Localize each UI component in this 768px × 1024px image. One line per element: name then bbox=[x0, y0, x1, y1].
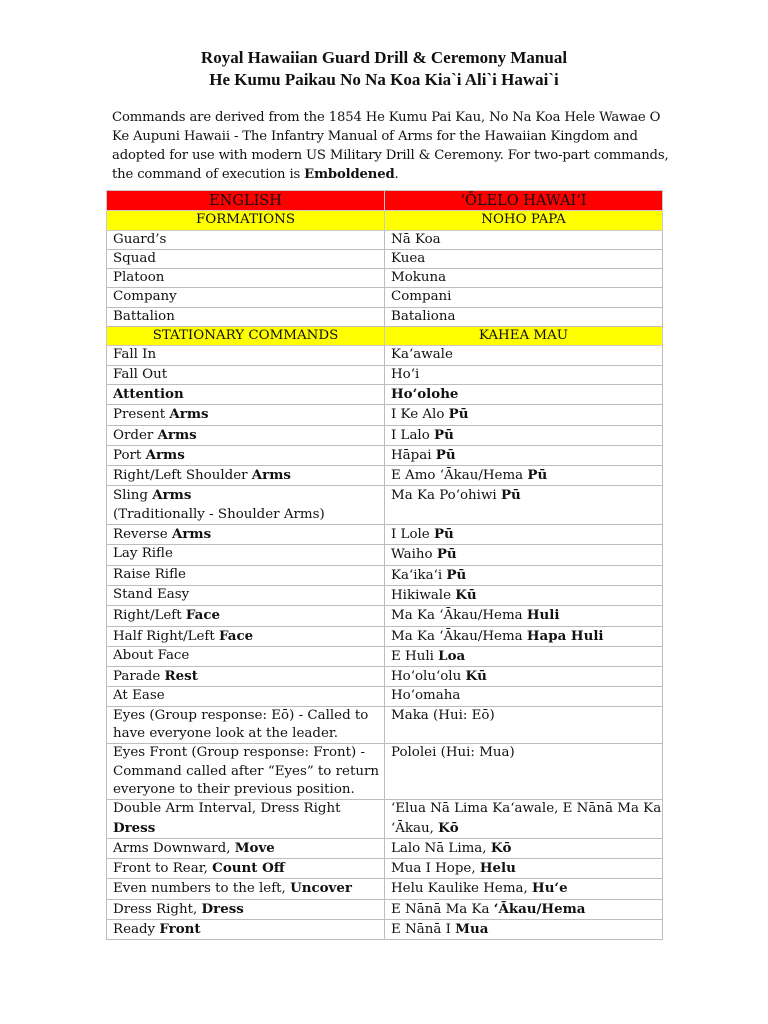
command-execution-word: ʻĀkau/Hema bbox=[493, 900, 586, 917]
command-execution-word: Dress bbox=[113, 819, 156, 836]
command-text: Double Arm Interval, Dress Right bbox=[113, 801, 341, 817]
hawaiian-command-cell bbox=[385, 585, 663, 605]
table-row bbox=[107, 646, 663, 666]
english-command-cell bbox=[107, 800, 385, 839]
english-command-cell bbox=[107, 838, 385, 858]
section-header-row bbox=[107, 211, 663, 230]
command-text: Ready bbox=[113, 921, 160, 937]
hawaiian-command-cell bbox=[385, 249, 663, 268]
section-header-row bbox=[107, 327, 663, 346]
english-command-cell bbox=[107, 249, 385, 268]
hawaiian-command-cell bbox=[385, 606, 663, 626]
section-header-english: STATIONARY COMMANDS bbox=[107, 327, 385, 346]
command-text: Nā Koa bbox=[391, 231, 441, 247]
table-row bbox=[107, 249, 663, 268]
hawaiian-command-cell bbox=[385, 384, 663, 404]
table-row bbox=[107, 365, 663, 384]
command-execution-word: Face bbox=[219, 627, 254, 644]
table-row bbox=[107, 486, 663, 525]
command-table-body bbox=[107, 191, 663, 940]
command-text: Order bbox=[113, 427, 158, 443]
english-command-cell bbox=[107, 307, 385, 326]
command-text: Even numbers to the left, bbox=[113, 881, 291, 897]
section-header-hawaiian: KAHEA MAU bbox=[385, 327, 663, 346]
hawaiian-command-cell bbox=[385, 346, 663, 365]
table-row bbox=[107, 899, 663, 919]
intro-end: . bbox=[394, 167, 399, 182]
hawaiian-command-cell bbox=[385, 466, 663, 486]
command-text: Squad bbox=[113, 250, 156, 266]
command-text: Hāpai bbox=[391, 447, 436, 463]
table-row bbox=[107, 800, 663, 839]
command-execution-word: Kū bbox=[465, 668, 487, 685]
command-text: Battalion bbox=[113, 308, 175, 324]
command-text: Eyes (Group response: Eō) - Called to have everyone look at the leader. bbox=[113, 707, 369, 742]
intro-bold-word: Emboldened bbox=[304, 167, 395, 182]
table-row bbox=[107, 466, 663, 486]
command-text: Hoʻi bbox=[391, 366, 420, 382]
table-row bbox=[107, 545, 663, 565]
english-command-cell bbox=[107, 879, 385, 899]
command-text: Eyes Front (Group response: Front) - Command called after “Eyes” to return everyone to their previous position. bbox=[113, 745, 379, 797]
command-text: Compani bbox=[391, 289, 452, 305]
hawaiian-command-cell bbox=[385, 288, 663, 307]
hawaiian-command-cell bbox=[385, 859, 663, 879]
command-execution-word: Face bbox=[185, 607, 220, 624]
command-execution-word: Uncover bbox=[290, 880, 352, 897]
command-execution-word: Move bbox=[234, 839, 275, 856]
command-text: Half Right/Left bbox=[113, 628, 220, 644]
command-text: About Face bbox=[113, 647, 190, 663]
english-command-cell bbox=[107, 486, 385, 525]
command-table bbox=[106, 190, 663, 940]
command-text: Company bbox=[113, 289, 177, 305]
command-execution-word: Arms bbox=[145, 446, 185, 463]
command-execution-word: Rest bbox=[164, 668, 198, 685]
english-command-cell bbox=[107, 626, 385, 646]
command-execution-word: Count Off bbox=[212, 860, 285, 877]
english-command-cell bbox=[107, 525, 385, 545]
english-command-cell bbox=[107, 384, 385, 404]
section-header-hawaiian: NOHO PAPA bbox=[385, 211, 663, 230]
command-text: I Lole bbox=[391, 527, 434, 543]
table-row bbox=[107, 859, 663, 879]
command-execution-word: Pū bbox=[436, 546, 457, 563]
command-execution-word: Pū bbox=[434, 426, 454, 443]
hawaiian-command-cell bbox=[385, 919, 663, 939]
command-text: Mokuna bbox=[391, 270, 447, 286]
command-text: Dress Right, bbox=[113, 901, 202, 917]
english-command-cell bbox=[107, 288, 385, 307]
hawaiian-command-cell bbox=[385, 486, 663, 525]
table-row bbox=[107, 626, 663, 646]
hawaiian-command-cell bbox=[385, 879, 663, 899]
table-row bbox=[107, 269, 663, 288]
hawaiian-command-cell bbox=[385, 667, 663, 687]
table-row bbox=[107, 384, 663, 404]
table-row bbox=[107, 288, 663, 307]
command-execution-word: Hapa Huli bbox=[526, 627, 604, 644]
command-text: Arms Downward, bbox=[113, 840, 235, 856]
document-title bbox=[0, 47, 768, 91]
command-execution-word: Kō bbox=[490, 839, 512, 856]
english-command-cell bbox=[107, 466, 385, 486]
hawaiian-command-cell bbox=[385, 744, 663, 800]
command-text: Present bbox=[113, 407, 170, 423]
header-hawaiian: ʻŌLELO HAWAIʻI bbox=[385, 191, 663, 211]
command-text: Hikiwale bbox=[391, 587, 456, 603]
section-header-english: FORMATIONS bbox=[107, 211, 385, 230]
command-execution-word: Pū bbox=[433, 526, 454, 543]
command-execution-word: Arms bbox=[171, 526, 212, 543]
command-execution-word: Pū bbox=[446, 566, 467, 583]
command-execution-word: Arms bbox=[152, 487, 192, 504]
hawaiian-command-cell bbox=[385, 307, 663, 326]
title-line-hawaiian: He Kumu Paikau No Na Koa Kia`i Ali`i Hawai`i bbox=[209, 70, 559, 89]
english-command-cell bbox=[107, 565, 385, 585]
english-command-cell bbox=[107, 744, 385, 800]
command-text: Bataliona bbox=[391, 308, 456, 324]
command-execution-word: Hoʻolohe bbox=[391, 385, 459, 402]
table-row bbox=[107, 706, 663, 744]
english-command-cell bbox=[107, 445, 385, 465]
command-text: Kuea bbox=[391, 250, 426, 266]
command-text: Reverse bbox=[113, 527, 172, 543]
command-text: Maka (Hui: Eō) bbox=[391, 707, 495, 723]
table-row bbox=[107, 405, 663, 425]
command-text: Mua I Hope, bbox=[391, 861, 480, 877]
command-text: E Amo ʻĀkau/Hema bbox=[391, 468, 528, 484]
english-command-cell bbox=[107, 425, 385, 445]
command-text: Ma Ka Poʻohiwi bbox=[391, 488, 501, 504]
english-command-cell bbox=[107, 365, 385, 384]
table-row bbox=[107, 425, 663, 445]
table-row bbox=[107, 525, 663, 545]
command-text: ʻElua Nā Lima Kaʻawale, E Nānā Ma Ka ʻĀkau, bbox=[391, 801, 662, 836]
command-execution-word: Arms bbox=[169, 406, 209, 423]
table-row bbox=[107, 606, 663, 626]
command-text: Pololei (Hui: Mua) bbox=[391, 745, 515, 761]
command-text: Lay Rifle bbox=[113, 546, 173, 562]
hawaiian-command-cell bbox=[385, 687, 663, 706]
hawaiian-command-cell bbox=[385, 565, 663, 585]
command-text: At Ease bbox=[113, 688, 165, 704]
command-text: Ma Ka ʻĀkau/Hema bbox=[391, 608, 527, 624]
command-text: Raise Rifle bbox=[113, 566, 186, 582]
command-text: Hoʻoluʻolu bbox=[391, 669, 466, 685]
command-text: Kaʻikaʻi bbox=[391, 567, 447, 583]
command-execution-word: Attention bbox=[113, 385, 184, 402]
command-execution-word: Huʻe bbox=[532, 880, 568, 897]
table-row bbox=[107, 667, 663, 687]
command-text: Ma Ka ʻĀkau/Hema bbox=[391, 628, 527, 644]
english-command-cell bbox=[107, 919, 385, 939]
english-command-cell bbox=[107, 687, 385, 706]
command-execution-word: Huli bbox=[526, 607, 560, 624]
english-command-cell bbox=[107, 269, 385, 288]
table-header-row bbox=[107, 191, 663, 211]
hawaiian-command-cell bbox=[385, 646, 663, 666]
intro-paragraph bbox=[112, 108, 672, 184]
hawaiian-command-cell bbox=[385, 405, 663, 425]
english-command-cell bbox=[107, 230, 385, 249]
hawaiian-command-cell bbox=[385, 626, 663, 646]
command-text: Parade bbox=[113, 669, 165, 685]
command-text: Hoʻomaha bbox=[391, 688, 461, 704]
command-text: Right/Left Shoulder bbox=[113, 468, 252, 484]
english-command-cell bbox=[107, 706, 385, 744]
command-text: I Lalo bbox=[391, 427, 435, 443]
command-execution-word: Arms bbox=[157, 426, 197, 443]
table-row bbox=[107, 919, 663, 939]
command-execution-word: Kō bbox=[438, 819, 459, 836]
command-text: Platoon bbox=[113, 270, 165, 286]
command-text: E Huli bbox=[391, 648, 439, 664]
command-execution-word: Pū bbox=[435, 446, 456, 463]
hawaiian-command-cell bbox=[385, 838, 663, 858]
command-text: Waiho bbox=[391, 547, 437, 563]
command-execution-word: Pū bbox=[527, 467, 548, 484]
command-text: E Nānā I bbox=[391, 921, 456, 937]
command-execution-word: Pū bbox=[448, 406, 469, 423]
command-text: Lalo Nā Lima, bbox=[391, 840, 491, 856]
command-text: Guard’s bbox=[113, 231, 167, 247]
command-text: E Nānā Ma Ka bbox=[391, 901, 494, 917]
hawaiian-command-cell bbox=[385, 230, 663, 249]
command-text: Fall Out bbox=[113, 366, 168, 382]
table-row bbox=[107, 565, 663, 585]
english-command-cell bbox=[107, 585, 385, 605]
command-execution-word: Front bbox=[159, 920, 201, 937]
command-execution-word: Pū bbox=[500, 487, 521, 504]
table-row bbox=[107, 346, 663, 365]
command-text: Front to Rear, bbox=[113, 861, 213, 877]
hawaiian-command-cell bbox=[385, 525, 663, 545]
table-row bbox=[107, 744, 663, 800]
table-row bbox=[107, 838, 663, 858]
command-execution-word: Mua bbox=[455, 920, 489, 937]
table-row bbox=[107, 230, 663, 249]
title-line-english: Royal Hawaiian Guard Drill & Ceremony Manual bbox=[200, 48, 568, 67]
english-command-cell bbox=[107, 545, 385, 565]
command-text: Kaʻawale bbox=[391, 347, 453, 363]
table-row bbox=[107, 445, 663, 465]
hawaiian-command-cell bbox=[385, 545, 663, 565]
hawaiian-command-cell bbox=[385, 445, 663, 465]
command-text: Port bbox=[113, 447, 146, 463]
intro-text: Commands are derived from the 1854 He Kumu Pai Kau, No Na Koa Hele Wawae O Ke Aupuni Hawaii - The Infantry Manual of Arms for the Hawaiian Kingdom and adopted for use with modern US Military Drill & Ceremony. For two-part commands, the command of execution is bbox=[112, 110, 669, 182]
command-execution-word: Kū bbox=[455, 586, 477, 603]
table-row bbox=[107, 687, 663, 706]
command-text: Fall In bbox=[113, 347, 157, 363]
english-command-cell bbox=[107, 405, 385, 425]
hawaiian-command-cell bbox=[385, 899, 663, 919]
english-command-cell bbox=[107, 859, 385, 879]
command-text: (Traditionally - Shoulder Arms) bbox=[113, 506, 325, 522]
command-execution-word: Dress bbox=[201, 900, 244, 917]
header-english: ENGLISH bbox=[107, 191, 385, 211]
command-execution-word: Loa bbox=[438, 647, 466, 664]
command-text: I Ke Alo bbox=[391, 407, 449, 423]
command-text: Stand Easy bbox=[113, 586, 190, 602]
hawaiian-command-cell bbox=[385, 365, 663, 384]
english-command-cell bbox=[107, 346, 385, 365]
english-command-cell bbox=[107, 606, 385, 626]
hawaiian-command-cell bbox=[385, 425, 663, 445]
english-command-cell bbox=[107, 899, 385, 919]
table-row bbox=[107, 585, 663, 605]
command-text: Helu Kaulike Hema, bbox=[391, 881, 533, 897]
hawaiian-command-cell bbox=[385, 706, 663, 744]
hawaiian-command-cell bbox=[385, 800, 663, 839]
table-row bbox=[107, 307, 663, 326]
command-execution-word: Arms bbox=[251, 467, 291, 484]
command-execution-word: Helu bbox=[479, 860, 516, 877]
table-row bbox=[107, 879, 663, 899]
hawaiian-command-cell bbox=[385, 269, 663, 288]
english-command-cell bbox=[107, 667, 385, 687]
command-text: Sling bbox=[113, 488, 153, 504]
english-command-cell bbox=[107, 646, 385, 666]
command-text: Right/Left bbox=[113, 608, 186, 624]
